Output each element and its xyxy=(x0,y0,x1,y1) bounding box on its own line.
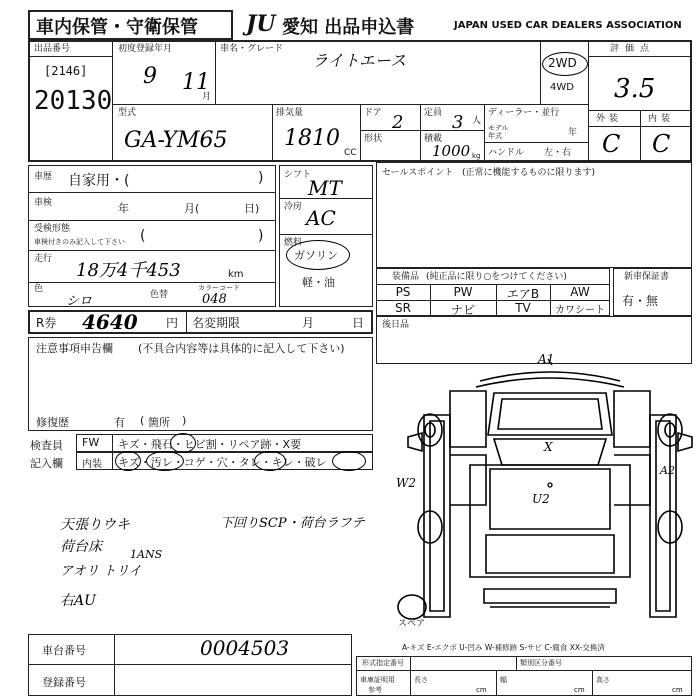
handle-options: 左・右 xyxy=(544,148,572,158)
inspection-month: 月( xyxy=(184,202,200,215)
first-reg-label: 初度登録年月 xyxy=(118,44,173,54)
equip-leather: カワシート xyxy=(555,305,605,316)
length-label: 長さ xyxy=(414,676,428,684)
sales-point-label: セールスポイント xyxy=(382,168,454,178)
damage-legend: A-キズ E-エクボ U-凹み W-補修跡 S-サビ C-腐食 XX-交換済 xyxy=(402,643,605,652)
acceptance-open: ( xyxy=(140,228,146,244)
capacity-unit: 人 xyxy=(472,116,482,126)
mark-a1: A1 xyxy=(538,352,555,366)
lot-bracket: [2146] xyxy=(44,64,88,78)
equipment-note: (純正品に限り○をつけてください) xyxy=(426,272,567,282)
equip-aw: AW xyxy=(570,285,590,299)
history-close: ) xyxy=(258,170,264,186)
name-grade-label: 車名・グレード xyxy=(220,44,284,54)
shape-label: 形状 xyxy=(364,134,383,144)
form-subtitle: JAPAN USED CAR DEALERS ASSOCIATION xyxy=(454,20,682,31)
displacement-value: 1810 xyxy=(284,126,340,151)
model-num-label: 形式指定番号 xyxy=(362,659,404,667)
equip-ps: PS xyxy=(395,285,411,299)
repair-place: 箇所 xyxy=(148,416,170,429)
inspection-day: 日) xyxy=(244,202,260,215)
repair-value: 有 xyxy=(114,416,125,429)
recycle-unit: 円 xyxy=(166,316,179,330)
acceptance-label: 受検形態 xyxy=(34,224,71,234)
rating-label: 評価点 xyxy=(610,44,656,54)
int-stain-mark xyxy=(146,451,184,471)
warranty-label: 新車保証書 xyxy=(624,272,670,282)
capacity-value: 3 xyxy=(452,112,464,133)
color-code: 048 xyxy=(202,292,227,307)
equip-tv: TV xyxy=(515,301,531,315)
int-label: 内装 xyxy=(82,459,102,470)
note-center: 下回りSCP・荷台ラフテ xyxy=(220,516,365,531)
note-line-2: 荷台床 xyxy=(60,539,102,555)
fuel-option: 軽・油 xyxy=(302,276,335,289)
interior-label: 内装 xyxy=(648,114,675,124)
width-label: 幅 xyxy=(500,676,507,684)
doors-value: 2 xyxy=(392,112,404,133)
name-change-month: 月 xyxy=(302,316,315,330)
handle-label: ハンドル xyxy=(488,148,525,158)
ac-label: 冷房 xyxy=(284,202,303,212)
inspection-year: 年 xyxy=(118,202,129,215)
equipment-label: 装備品 xyxy=(392,272,420,282)
model-year-unit: 年 xyxy=(568,128,578,138)
cert-label: 車庫証明用 xyxy=(360,676,395,684)
lot-label: 出品番号 xyxy=(34,44,71,54)
load-label: 積載 xyxy=(424,134,443,144)
mark-w2: W2 xyxy=(396,476,416,490)
first-reg-month: 11 xyxy=(182,70,210,95)
equip-navi: ナビ xyxy=(450,303,475,317)
width-unit: cm xyxy=(574,686,585,694)
note-line-1: 天張りウキ xyxy=(60,517,130,533)
name-grade-value: ライトエース xyxy=(312,51,407,70)
dealer-label: ディーラー・並行 xyxy=(488,108,560,118)
inspector-label: 検査員 xyxy=(30,439,63,452)
load-unit: kg xyxy=(472,152,481,160)
fw-items: キズ・飛石・ヒビ割・リペア跡・X要 xyxy=(118,438,302,451)
equip-pw: PW xyxy=(453,285,473,299)
repair-label: 修復歴 xyxy=(36,416,69,429)
mark-x: X xyxy=(544,440,553,454)
spare-label: スペア xyxy=(398,619,426,629)
height-unit: cm xyxy=(672,686,683,694)
first-reg-year: 9 xyxy=(143,64,157,89)
int-scratch-mark xyxy=(115,451,141,471)
mileage-label: 走行 xyxy=(34,254,53,264)
acceptance-note: 車検付きのみ記入して下さい xyxy=(34,238,125,246)
fw-label: FW xyxy=(82,436,100,449)
sales-point-note: (正常に機能するものに限ります) xyxy=(462,168,596,178)
ac-value: AC xyxy=(306,206,336,230)
model-year-label: モデル 年式 xyxy=(488,124,509,140)
four-wd: 4WD xyxy=(550,82,574,93)
fw-chip-mark xyxy=(170,433,196,453)
length-unit: cm xyxy=(476,686,487,694)
first-reg-month-unit: 月 xyxy=(202,92,212,102)
mileage-unit: km xyxy=(228,269,244,280)
displacement-label: 排気量 xyxy=(276,108,304,118)
load-value: 1000 xyxy=(432,142,471,160)
note-line-4: 右AU xyxy=(60,593,96,609)
doors-label: ドア xyxy=(364,108,382,118)
chassis-label: 車台番号 xyxy=(42,644,86,657)
fuel-value: ガソリン xyxy=(294,249,338,262)
post-date-label: 後日品 xyxy=(382,320,410,330)
model-value: GA-YM65 xyxy=(124,128,228,153)
equip-airbag: エアB xyxy=(506,287,540,301)
name-change-label: 名変期限 xyxy=(192,316,241,330)
recycle-value: 4640 xyxy=(82,310,138,334)
form-title: 愛知 出品申込書 xyxy=(282,17,415,38)
vehicle-damage-diagram xyxy=(390,355,700,625)
inspection-label: 車検 xyxy=(34,198,53,208)
mileage-value: 18万4千453 xyxy=(76,260,181,281)
ref-label: 参考 xyxy=(368,686,382,694)
cat-num-label: 類別区分番号 xyxy=(520,659,562,667)
capacity-label: 定員 xyxy=(424,108,443,118)
recycle-label: R券 xyxy=(36,316,57,330)
note-line-3: アオリ トリイ xyxy=(60,564,142,579)
notes-note: (不具合内容等は具体的に記入して下さい) xyxy=(138,342,345,355)
int-items: キズ・汚レ・コゲ・穴・タレ・キレ・破レ xyxy=(118,456,327,469)
equip-sr: SR xyxy=(395,301,411,315)
fuel-label: 燃料 xyxy=(284,238,303,248)
history-value: 自家用・( xyxy=(68,173,130,189)
acceptance-close: ) xyxy=(258,228,264,244)
shift-label: シフト xyxy=(284,170,312,180)
notes-label: 注意事項申告欄 xyxy=(36,342,113,355)
rating-value: 3.5 xyxy=(614,74,656,104)
exterior-label: 外装 xyxy=(596,114,623,124)
lot-number: 20130 xyxy=(34,86,113,116)
name-change-day: 日 xyxy=(352,316,365,330)
color-label: 色 xyxy=(34,284,44,294)
height-label: 高さ xyxy=(596,676,610,684)
ju-logo: JU xyxy=(246,11,276,37)
history-label: 車歴 xyxy=(34,172,53,182)
int-sag-mark xyxy=(254,451,286,471)
note-ichiban: 1ANS xyxy=(130,548,163,561)
shift-value: MT xyxy=(308,176,342,200)
color-value: シロ xyxy=(66,294,93,309)
registration-label: 登録番号 xyxy=(42,676,86,689)
inspector-label2: 記入欄 xyxy=(30,457,63,470)
interior-grade: C xyxy=(652,130,671,158)
displacement-unit: CC xyxy=(344,148,357,158)
doc-type: 車内保管・守衛保管 xyxy=(36,17,198,38)
int-tear-mark xyxy=(332,451,366,471)
color-change-label: 色替 xyxy=(150,290,169,300)
color-code-label: カラーコード xyxy=(198,284,240,292)
exterior-grade: C xyxy=(602,130,621,158)
two-wd: 2WD xyxy=(548,56,577,70)
mark-a2: A2 xyxy=(660,464,675,477)
warranty-options: 有・無 xyxy=(622,294,659,308)
chassis-value: 0004503 xyxy=(200,636,290,660)
model-label: 型式 xyxy=(118,108,137,118)
mark-u2: U2 xyxy=(532,492,550,506)
